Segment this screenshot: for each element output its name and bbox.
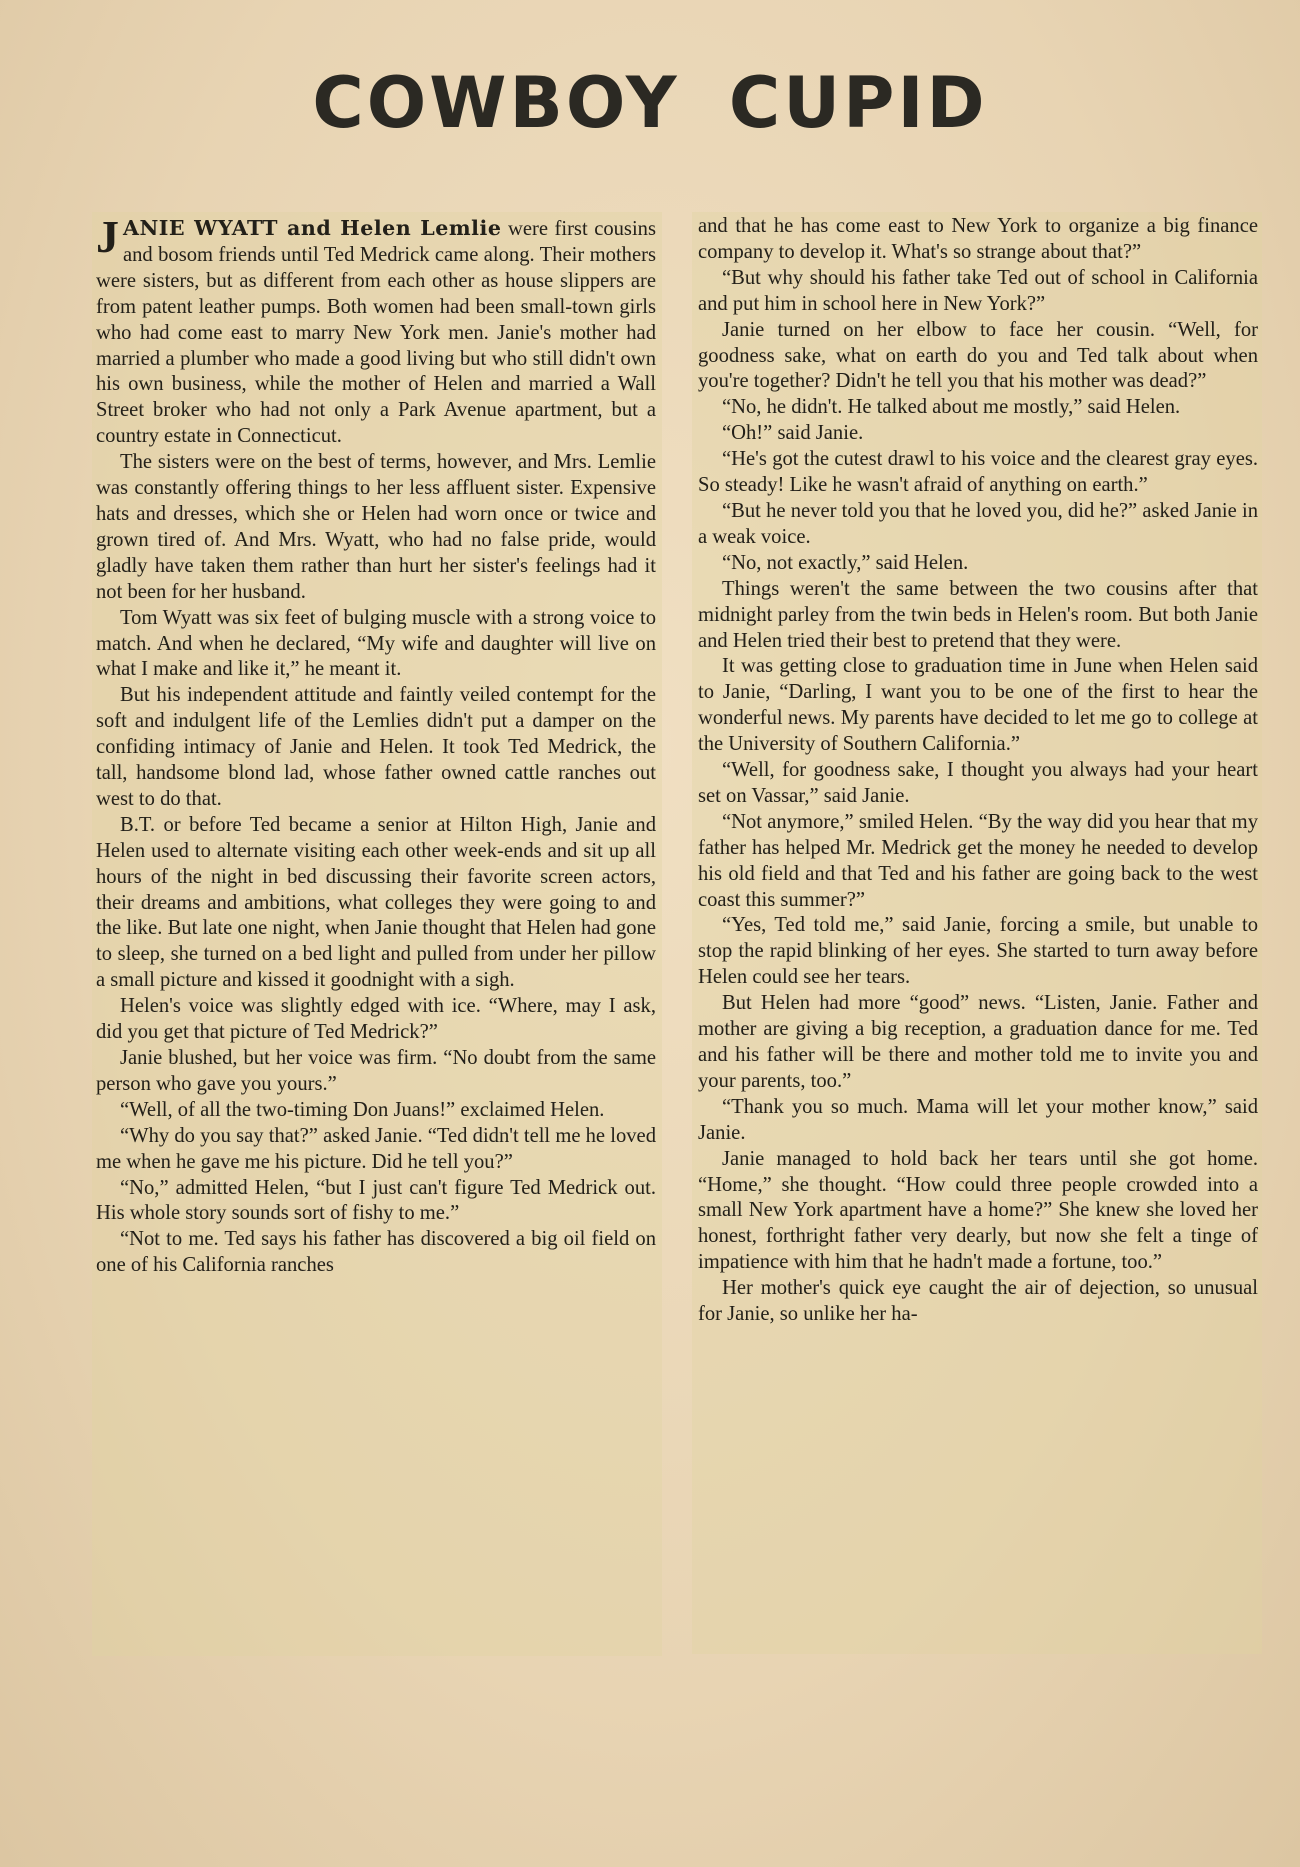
paragraph: “He's got the cutest drawl to his voice and the clearest gray eyes. So steady! Like he wasn't afraid of anything on earth.” <box>698 448 1258 497</box>
opening-paragraph <box>96 211 656 450</box>
paragraph: “But why should his father take Ted out of school in California and put him in school here in New York?” <box>698 266 1258 315</box>
paragraph: “Yes, Ted told me,” said Janie, forcing a smile, but unable to stop the rapid blinking of her eyes. She started to turn away before Helen could see her tears. <box>698 914 1258 989</box>
continued-paragraph: and that he has come east to New York to organize a big finance company to develop it. What's so strange about that?” <box>698 215 1258 263</box>
paragraph: “Well, of all the two-timing Don Juans!” exclaimed Helen. <box>120 1098 605 1121</box>
paragraph: Janie turned on her elbow to face her cousin. “Well, for goodness sake, what on earth do you and Ted talk about when you're together? Didn't he tell you that his mother was dead?” <box>698 318 1258 393</box>
paragraph: The sisters were on the best of terms, however, and Mrs. Lemlie was constantly offering things to her less affluent sister. Expensive hats and dresses, which she or Helen had worn once or twice and grown tired of. And Mrs. Wyatt, who had no false pride, would gladly have taken them rather than hurt her sister's feelings had it not been for her husband. <box>96 451 656 603</box>
paragraph: Helen's voice was slightly edged with ice. “Where, may I ask, did you get that picture of Ted Medrick?” <box>96 995 656 1044</box>
paragraph: Tom Wyatt was six feet of bulging muscle with a strong voice to match. And when he declared, “My wife and daughter will live on what I make and like it,” he meant it. <box>96 606 656 681</box>
paragraph: “Well, for goodness sake, I thought you always had your heart set on Vassar,” said Janie. <box>698 759 1258 807</box>
paragraph: It was getting close to graduation time in June when Helen said to Janie, “Darling, I want you to be one of the first to hear the wonderful news. My parents have decided to let me go to college at the University of Southern California.” <box>698 655 1258 756</box>
paragraph: Things weren't the same between the two cousins after that midnight parley from the twin beds in Helen's room. But both Janie and Helen tried their best to pretend that they were. <box>698 577 1258 652</box>
paragraph: But his independent attitude and faintly veiled contempt for the soft and indulgent life of the Lemlies didn't put a damper on the confiding intimacy of Janie and Helen. It took Ted Medrick, the tall, handsome blond lad, whose father owned cattle ranches out west to do that. <box>96 684 656 810</box>
right-column <box>692 212 1262 1654</box>
paragraph: “No, he didn't. He talked about me mostly,” said Helen. <box>722 396 1181 419</box>
paragraph: “No,” admitted Helen, “but I just can't figure Ted Medrick out. His whole story sounds sort of fishy to me.” <box>96 1176 656 1225</box>
paragraph: Her mother's quick eye caught the air of dejection, so unusual for Janie, so unlike her ha- <box>698 1277 1258 1326</box>
paragraph: “Not anymore,” smiled Helen. “By the way did you hear that my father has helped Mr. Medrick get the money he needed to develop his old field and that Ted and his father are going back to the west coast this summer?” <box>698 810 1258 911</box>
paragraph: “Not to me. Ted says his father has discovered a big oil field on one of his California ranches <box>96 1228 656 1277</box>
paragraph: “But he never told you that he loved you, did he?” asked Janie in a weak voice. <box>698 499 1258 548</box>
drop-cap: J <box>96 211 119 262</box>
opening-paragraph-text: were first cousins and bosom friends until Ted Medrick came along. Their mothers were sisters, but as different from each other as house slippers are from patent leather pumps. Both women had been small-town girls who had come east to marry New York men. Janie's mother had married a plumber who made a good living but who still didn't own his own business, while the mother of Helen and married a Wall Street broker who had not only a Park Avenue apartment, but a country estate in Connecticut. <box>96 218 656 448</box>
paragraph: Janie blushed, but her voice was firm. “No doubt from the same person who gave you yours.” <box>96 1047 656 1095</box>
paragraph: “Oh!” said Janie. <box>722 422 864 445</box>
paragraph: Janie managed to hold back her tears until she got home. “Home,” she thought. “How could three people crowded into a small New York apartment have a home?” She knew she loved her honest, forthright father very dearly, but now she felt a tinge of impatience with him that he hadn't made a fortune, too.” <box>698 1147 1258 1274</box>
left-column <box>92 212 662 1656</box>
story-title: COWBOY CUPID <box>312 62 988 144</box>
lead-in-text: ANIE WYATT and Helen Lemlie <box>123 216 502 240</box>
paragraph: “Thank you so much. Mama will let your mother know,” said Janie. <box>698 1095 1258 1144</box>
paragraph: “Why do you say that?” asked Janie. “Ted didn't tell me he loved me when he gave me his picture. Did he tell you?” <box>96 1124 656 1173</box>
paragraph: “No, not exactly,” said Helen. <box>722 551 969 574</box>
paragraph: But Helen had more “good” news. “Listen, Janie. Father and mother are giving a big reception, a graduation dance for me. Ted and his father will be there and mother told me to invite you and your parents, too.” <box>698 992 1258 1092</box>
paragraph: B.T. or before Ted became a senior at Hilton High, Janie and Helen used to alternate visiting each other week-ends and sit up all hours of the night in bed discussing their favorite screen actors, their dreams and ambitions, what colleges they were going to and the like. But late one night, when Janie thought that Helen had gone to sleep, she turned on a bed light and pulled from under her pillow a small picture and kissed it goodnight with a sigh. <box>96 813 656 992</box>
